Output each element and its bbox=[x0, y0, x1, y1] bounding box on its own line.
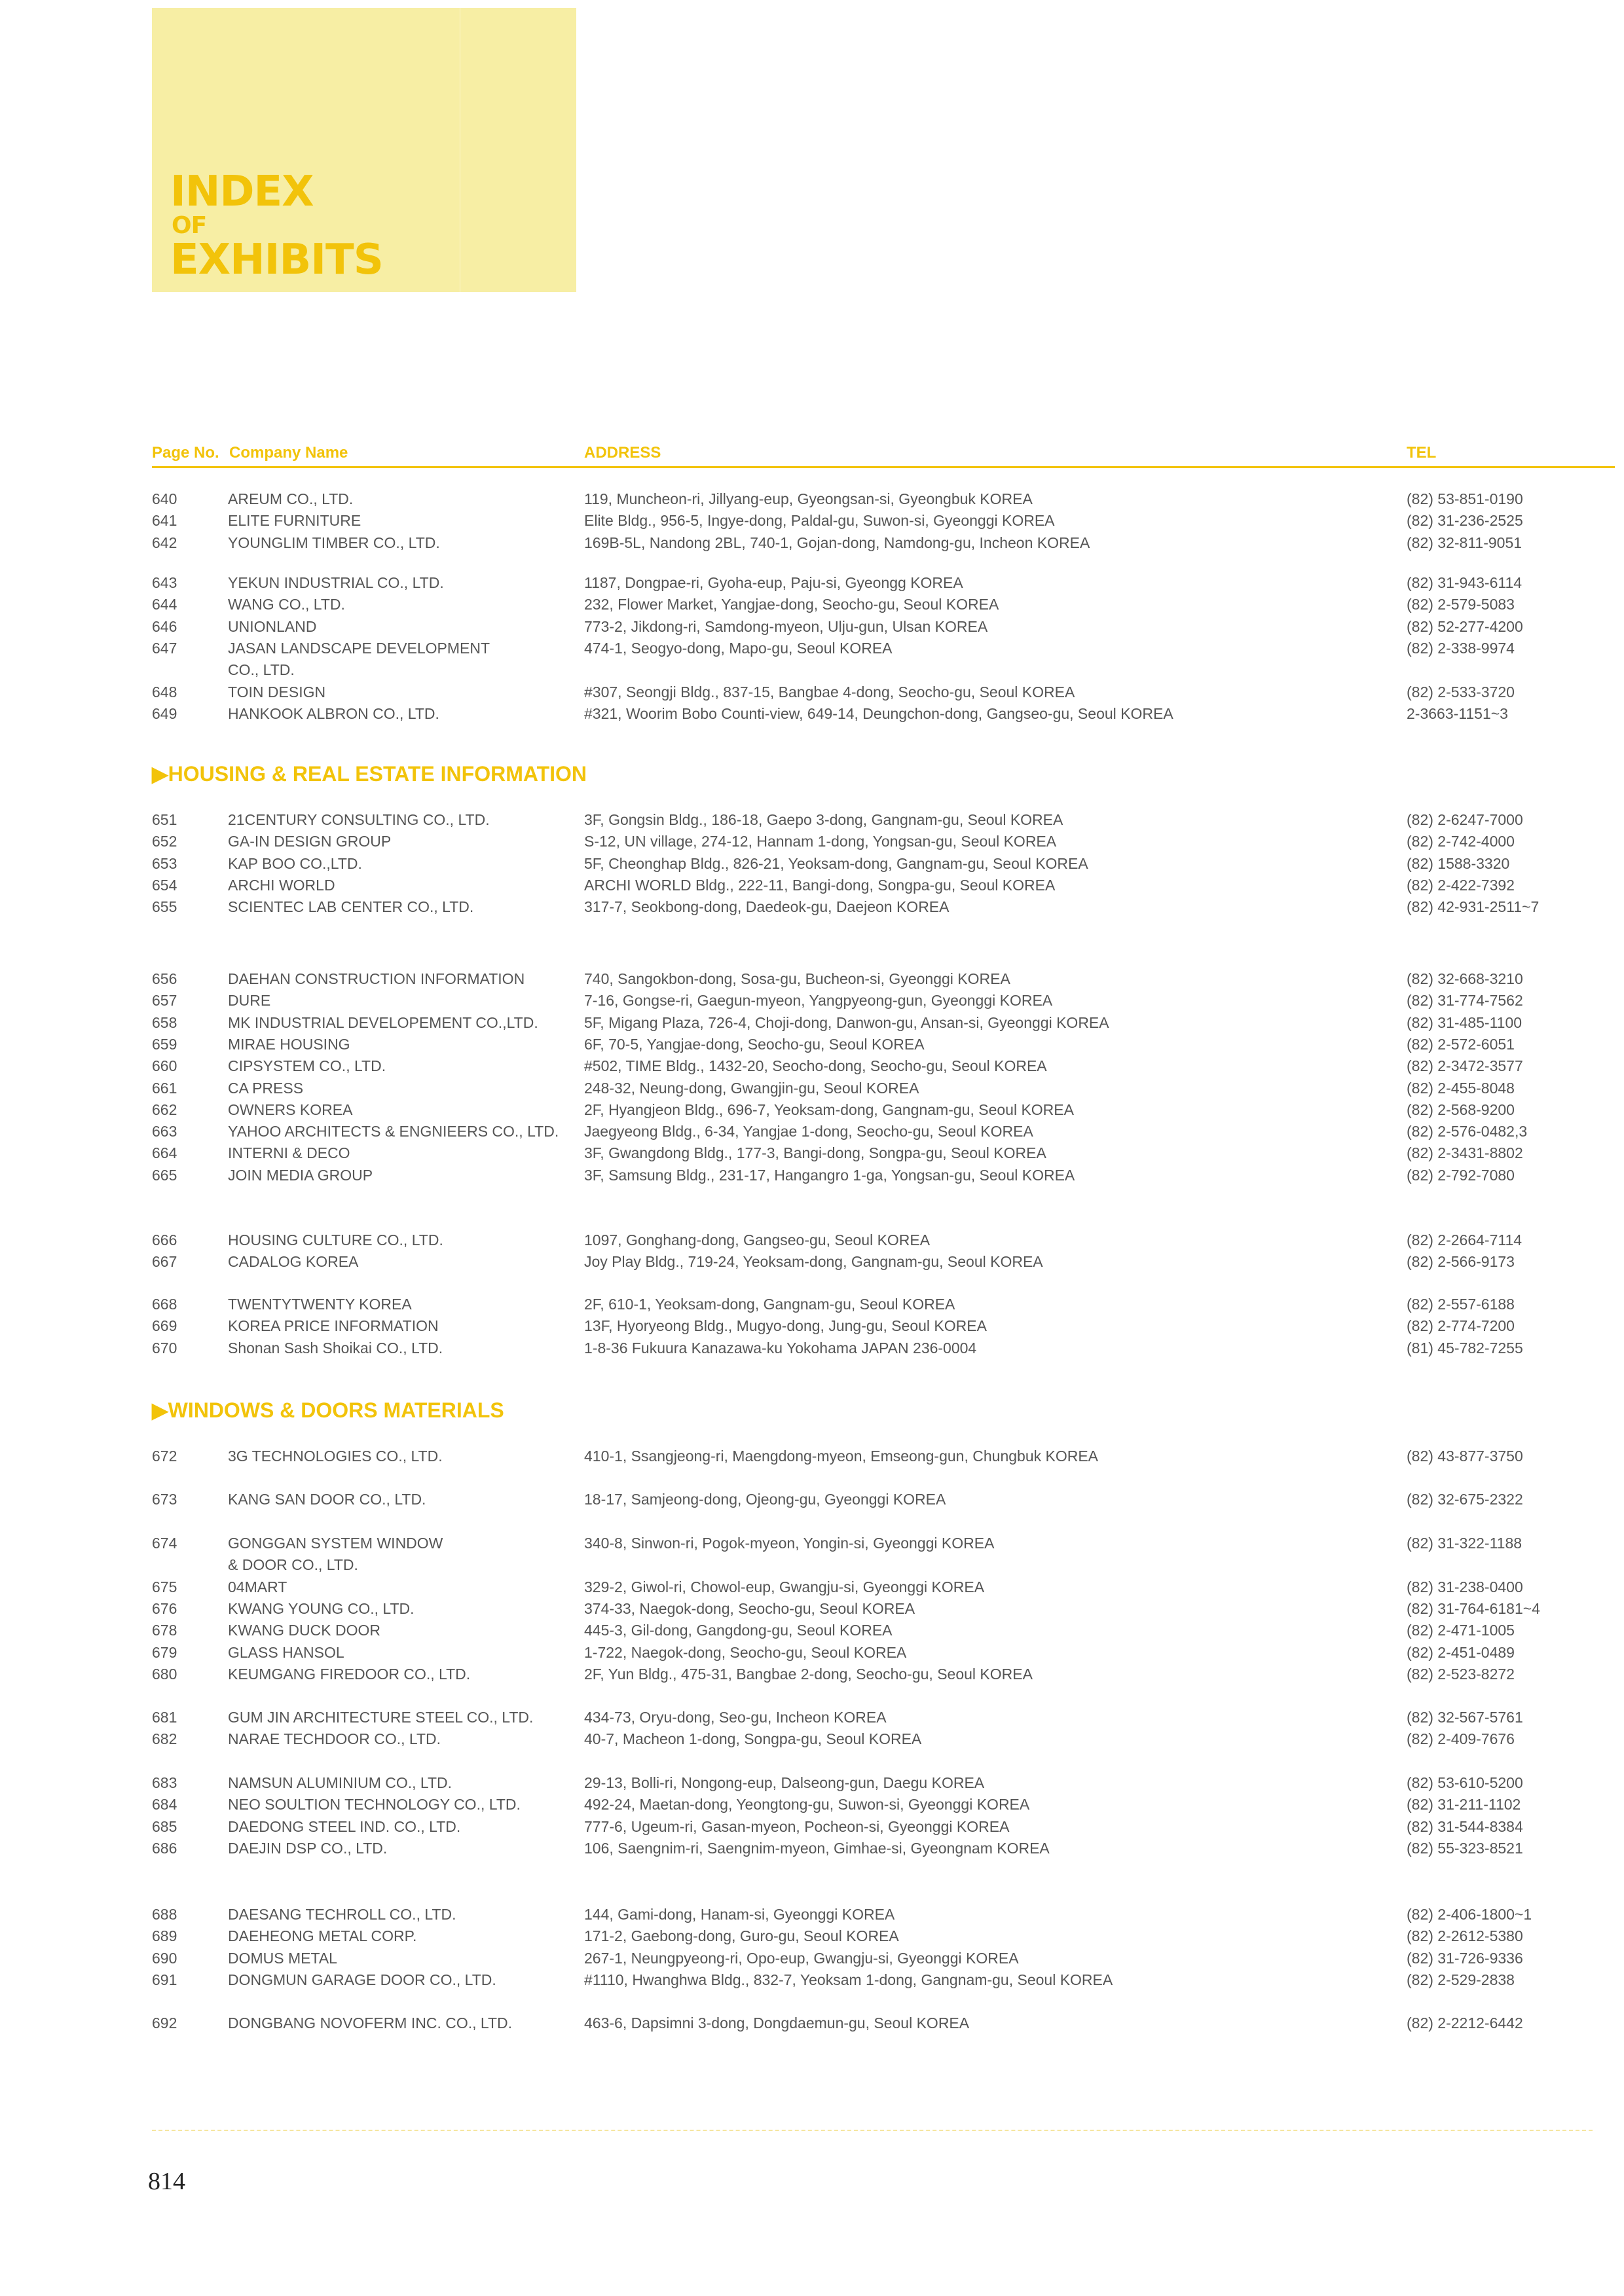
company-name-cell: GA-IN DESIGN GROUP bbox=[228, 833, 392, 850]
page-number-cell: 655 bbox=[152, 898, 177, 916]
page-number-cell: 688 bbox=[152, 1906, 177, 1923]
tel-cell: (82) 31-236-2525 bbox=[1407, 512, 1523, 530]
company-name-cell: DONGBANG NOVOFERM INC. CO., LTD. bbox=[228, 2014, 513, 2032]
tel-cell: (81) 45-782-7255 bbox=[1407, 1339, 1523, 1357]
company-name-cell: NARAE TECHDOOR CO., LTD. bbox=[228, 1730, 441, 1748]
address-cell: Elite Bldg., 956-5, Ingye-dong, Paldal-gu, Suwon-si, Gyeonggi KOREA bbox=[584, 512, 1055, 530]
address-cell: 340-8, Sinwon-ri, Pogok-myeon, Yongin-si, Gyeonggi KOREA bbox=[584, 1535, 995, 1552]
company-name-cell: ELITE FURNITURE bbox=[228, 512, 361, 530]
company-name-cell: GUM JIN ARCHITECTURE STEEL CO., LTD. bbox=[228, 1709, 534, 1726]
company-name-cell: Shonan Sash Shoikai CO., LTD. bbox=[228, 1339, 443, 1357]
header-page-no: Page No. bbox=[152, 444, 219, 462]
company-name-cell: CIPSYSTEM CO., LTD. bbox=[228, 1057, 386, 1075]
company-name-cell: DONGMUN GARAGE DOOR CO., LTD. bbox=[228, 1971, 496, 1988]
company-name-cell: HOUSING CULTURE CO., LTD. bbox=[228, 1231, 443, 1248]
address-cell: 374-33, Naegok-dong, Seocho-gu, Seoul KOREA bbox=[584, 1599, 915, 1617]
tel-cell: (82) 2-576-0482,3 bbox=[1407, 1123, 1528, 1140]
company-name-cell: DAESANG TECHROLL CO., LTD. bbox=[228, 1906, 456, 1923]
page-number-cell: 686 bbox=[152, 1839, 177, 1857]
page-number-cell: 662 bbox=[152, 1101, 177, 1118]
company-name-cell: WANG CO., LTD. bbox=[228, 596, 345, 613]
tel-cell: (82) 2-566-9173 bbox=[1407, 1253, 1515, 1271]
company-name-cell: TWENTYTWENTY KOREA bbox=[228, 1296, 412, 1313]
page-number-cell: 644 bbox=[152, 596, 177, 613]
bottom-rule bbox=[152, 2130, 1593, 2131]
page-number-cell: 663 bbox=[152, 1123, 177, 1140]
header-tel: TEL bbox=[1407, 444, 1437, 462]
title-line-of: OF bbox=[172, 212, 207, 239]
tel-cell: (82) 2-338-9974 bbox=[1407, 639, 1515, 657]
company-name-cell: MIRAE HOUSING bbox=[228, 1035, 350, 1053]
address-cell: 445-3, Gil-dong, Gangdong-gu, Seoul KOREA bbox=[584, 1622, 893, 1639]
company-name-cell: HANKOOK ALBRON CO., LTD. bbox=[228, 704, 439, 722]
address-cell: 317-7, Seokbong-dong, Daedeok-gu, Daejeon KOREA bbox=[584, 898, 950, 916]
page-number-cell: 690 bbox=[152, 1949, 177, 1967]
address-cell: 232, Flower Market, Yangjae-dong, Seocho-gu, Seoul KOREA bbox=[584, 596, 999, 613]
page-number-cell: 668 bbox=[152, 1296, 177, 1313]
company-name-cell: 21CENTURY CONSULTING CO., LTD. bbox=[228, 811, 490, 828]
tel-cell: (82) 32-668-3210 bbox=[1407, 970, 1523, 987]
index-title-block bbox=[152, 8, 576, 292]
page-number-cell: 647 bbox=[152, 639, 177, 657]
address-cell: 119, Muncheon-ri, Jillyang-eup, Gyeongsan-si, Gyeongbuk KOREA bbox=[584, 490, 1033, 507]
address-cell: 463-6, Dapsimni 3-dong, Dongdaemun-gu, Seoul KOREA bbox=[584, 2014, 970, 2032]
page-number-cell: 649 bbox=[152, 704, 177, 722]
address-cell: 3F, Gwangdong Bldg., 177-3, Bangi-dong, Songpa-gu, Seoul KOREA bbox=[584, 1144, 1046, 1162]
company-name-cell: DAEHAN CONSTRUCTION INFORMATION bbox=[228, 970, 525, 987]
address-cell: 5F, Cheonghap Bldg., 826-21, Yeoksam-dong, Gangnam-gu, Seoul KOREA bbox=[584, 854, 1088, 872]
tel-cell: (82) 2-533-3720 bbox=[1407, 683, 1515, 701]
address-cell: 434-73, Oryu-dong, Seo-gu, Incheon KOREA bbox=[584, 1709, 887, 1726]
tel-cell: (82) 2-557-6188 bbox=[1407, 1296, 1515, 1313]
tel-cell: (82) 2-2212-6442 bbox=[1407, 2014, 1523, 2032]
tel-cell: (82) 2-409-7676 bbox=[1407, 1730, 1515, 1748]
tel-cell: (82) 32-675-2322 bbox=[1407, 1491, 1523, 1508]
tel-cell: (82) 43-877-3750 bbox=[1407, 1448, 1523, 1465]
address-cell: 106, Saengnim-ri, Saengnim-myeon, Gimhae-si, Gyeongnam KOREA bbox=[584, 1839, 1050, 1857]
tel-cell: (82) 31-726-9336 bbox=[1407, 1949, 1523, 1967]
company-name-cell: KAP BOO CO.,LTD. bbox=[228, 854, 362, 872]
page-number-cell: 652 bbox=[152, 833, 177, 850]
company-name-cell: KOREA PRICE INFORMATION bbox=[228, 1317, 439, 1335]
tel-cell: (82) 2-455-8048 bbox=[1407, 1079, 1515, 1097]
page-number-cell: 684 bbox=[152, 1796, 177, 1813]
tel-cell: (82) 2-2612-5380 bbox=[1407, 1927, 1523, 1945]
page-number-cell: 660 bbox=[152, 1057, 177, 1075]
address-cell: 248-32, Neung-dong, Gwangjin-gu, Seoul KOREA bbox=[584, 1079, 919, 1097]
page-number: 814 bbox=[148, 2168, 185, 2195]
company-name-cell: KWANG DUCK DOOR bbox=[228, 1622, 380, 1639]
section-title: ▶WINDOWS & DOORS MATERIALS bbox=[152, 1398, 504, 1422]
address-cell: 144, Gami-dong, Hanam-si, Gyeonggi KOREA bbox=[584, 1906, 895, 1923]
address-cell: 5F, Migang Plaza, 726-4, Choji-dong, Danwon-gu, Ansan-si, Gyeonggi KOREA bbox=[584, 1013, 1109, 1031]
company-name-cell: DAEDONG STEEL IND. CO., LTD. bbox=[228, 1817, 461, 1835]
page-number-cell: 661 bbox=[152, 1079, 177, 1097]
company-name-cell: DAEHEONG METAL CORP. bbox=[228, 1927, 417, 1945]
page-number-cell: 648 bbox=[152, 683, 177, 701]
company-name-cell: AREUM CO., LTD. bbox=[228, 490, 354, 507]
company-name-cell-continued: CO., LTD. bbox=[228, 661, 295, 679]
address-cell: 329-2, Giwol-ri, Chowol-eup, Gwangju-si, Gyeonggi KOREA bbox=[584, 1578, 985, 1595]
tel-cell: (82) 53-610-5200 bbox=[1407, 1774, 1523, 1791]
header-address: ADDRESS bbox=[584, 444, 661, 462]
company-name-cell: JOIN MEDIA GROUP bbox=[228, 1166, 373, 1184]
company-name-cell: KANG SAN DOOR CO., LTD. bbox=[228, 1491, 426, 1508]
address-cell: 3F, Gongsin Bldg., 186-18, Gaepo 3-dong, Gangnam-gu, Seoul KOREA bbox=[584, 811, 1063, 828]
tel-cell: (82) 2-523-8272 bbox=[1407, 1665, 1515, 1683]
page-number-cell: 659 bbox=[152, 1035, 177, 1053]
address-cell: 474-1, Seogyo-dong, Mapo-gu, Seoul KOREA bbox=[584, 639, 893, 657]
address-cell: 492-24, Maetan-dong, Yeongtong-gu, Suwon-si, Gyeonggi KOREA bbox=[584, 1796, 1030, 1813]
company-name-cell: CA PRESS bbox=[228, 1079, 304, 1097]
company-name-cell: GLASS HANSOL bbox=[228, 1643, 344, 1661]
address-cell: 777-6, Ugeum-ri, Gasan-myeon, Pocheon-si, Gyeonggi KOREA bbox=[584, 1817, 1010, 1835]
tel-cell: (82) 2-792-7080 bbox=[1407, 1166, 1515, 1184]
page-number-cell: 680 bbox=[152, 1665, 177, 1683]
page-number-cell: 656 bbox=[152, 970, 177, 987]
address-cell: 6F, 70-5, Yangjae-dong, Seocho-gu, Seoul KOREA bbox=[584, 1035, 925, 1053]
address-cell: Jaegyeong Bldg., 6-34, Yangjae 1-dong, Seocho-gu, Seoul KOREA bbox=[584, 1123, 1033, 1140]
address-cell: 3F, Samsung Bldg., 231-17, Hangangro 1-ga, Yongsan-gu, Seoul KOREA bbox=[584, 1166, 1075, 1184]
page-number-cell: 681 bbox=[152, 1709, 177, 1726]
address-cell: 171-2, Gaebong-dong, Guro-gu, Seoul KOREA bbox=[584, 1927, 899, 1945]
company-name-cell: ARCHI WORLD bbox=[228, 876, 335, 894]
page-number-cell: 678 bbox=[152, 1622, 177, 1639]
tel-cell: (82) 52-277-4200 bbox=[1407, 617, 1523, 635]
header-company-name: Company Name bbox=[229, 444, 348, 462]
address-cell: S-12, UN village, 274-12, Hannam 1-dong, Yongsan-gu, Seoul KOREA bbox=[584, 833, 1057, 850]
page-number-cell: 665 bbox=[152, 1166, 177, 1184]
tel-cell: (82) 2-3472-3577 bbox=[1407, 1057, 1523, 1075]
tel-cell: (82) 2-422-7392 bbox=[1407, 876, 1515, 894]
page-number-cell: 669 bbox=[152, 1317, 177, 1335]
address-cell: 2F, Hyangjeon Bldg., 696-7, Yeoksam-dong, Gangnam-gu, Seoul KOREA bbox=[584, 1101, 1074, 1118]
tel-cell: (82) 42-931-2511~7 bbox=[1407, 898, 1540, 916]
company-name-cell: DURE bbox=[228, 992, 271, 1010]
tel-cell: (82) 1588-3320 bbox=[1407, 854, 1510, 872]
address-cell: 169B-5L, Nandong 2BL, 740-1, Gojan-dong, Namdong-gu, Incheon KOREA bbox=[584, 534, 1090, 551]
page-number-cell: 682 bbox=[152, 1730, 177, 1748]
company-name-cell: NAMSUN ALUMINIUM CO., LTD. bbox=[228, 1774, 452, 1791]
tel-cell: (82) 31-764-6181~4 bbox=[1407, 1599, 1540, 1617]
tel-cell: (82) 2-2664-7114 bbox=[1407, 1231, 1522, 1248]
tel-cell: (82) 2-6247-7000 bbox=[1407, 811, 1523, 828]
company-name-cell: DAEJIN DSP CO., LTD. bbox=[228, 1839, 388, 1857]
index-title bbox=[170, 170, 383, 282]
address-cell: Joy Play Bldg., 719-24, Yeoksam-dong, Gangnam-gu, Seoul KOREA bbox=[584, 1253, 1043, 1271]
company-name-cell: CADALOG KOREA bbox=[228, 1253, 359, 1271]
page-number-cell: 692 bbox=[152, 2014, 177, 2032]
tel-cell: (82) 32-567-5761 bbox=[1407, 1709, 1523, 1726]
company-name-cell: TOIN DESIGN bbox=[228, 683, 326, 701]
company-name-cell: SCIENTEC LAB CENTER CO., LTD. bbox=[228, 898, 474, 916]
address-cell: #1110, Hwanghwa Bldg., 832-7, Yeoksam 1-dong, Gangnam-gu, Seoul KOREA bbox=[584, 1971, 1113, 1988]
company-name-cell: GONGGAN SYSTEM WINDOW bbox=[228, 1535, 443, 1552]
page-number-cell: 654 bbox=[152, 876, 177, 894]
tel-cell: (82) 2-579-5083 bbox=[1407, 596, 1515, 613]
page-number-cell: 653 bbox=[152, 854, 177, 872]
tel-cell: (82) 31-238-0400 bbox=[1407, 1578, 1523, 1595]
page-number-cell: 658 bbox=[152, 1013, 177, 1031]
address-cell: 2F, Yun Bldg., 475-31, Bangbae 2-dong, Seocho-gu, Seoul KOREA bbox=[584, 1665, 1033, 1683]
company-name-cell: 04MART bbox=[228, 1578, 287, 1595]
address-cell: #321, Woorim Bobo Counti-view, 649-14, Deungchon-dong, Gangseo-gu, Seoul KOREA bbox=[584, 704, 1173, 722]
company-name-cell: MK INDUSTRIAL DEVELOPEMENT CO.,LTD. bbox=[228, 1013, 538, 1031]
page-number-cell: 646 bbox=[152, 617, 177, 635]
address-cell: 40-7, Macheon 1-dong, Songpa-gu, Seoul KOREA bbox=[584, 1730, 922, 1748]
tel-cell: (82) 31-943-6114 bbox=[1407, 574, 1522, 591]
page-number-cell: 643 bbox=[152, 574, 177, 591]
address-cell: ARCHI WORLD Bldg., 222-11, Bangi-dong, Songpa-gu, Seoul KOREA bbox=[584, 876, 1056, 894]
tel-cell: (82) 32-811-9051 bbox=[1407, 534, 1522, 551]
company-name-cell: OWNERS KOREA bbox=[228, 1101, 353, 1118]
company-name-cell: 3G TECHNOLOGIES CO., LTD. bbox=[228, 1448, 443, 1465]
company-name-cell: NEO SOULTION TECHNOLOGY CO., LTD. bbox=[228, 1796, 521, 1813]
address-cell: 1-722, Naegok-dong, Seocho-gu, Seoul KOREA bbox=[584, 1643, 907, 1661]
tel-cell: (82) 2-568-9200 bbox=[1407, 1101, 1515, 1118]
page-number-cell: 651 bbox=[152, 811, 177, 828]
page-number-cell: 691 bbox=[152, 1971, 177, 1988]
company-name-cell: INTERNI & DECO bbox=[228, 1144, 350, 1162]
page-number-cell: 676 bbox=[152, 1599, 177, 1617]
tel-cell: (82) 31-544-8384 bbox=[1407, 1817, 1523, 1835]
section-title: ▶HOUSING & REAL ESTATE INFORMATION bbox=[152, 762, 587, 786]
address-cell: 1187, Dongpae-ri, Gyoha-eup, Paju-si, Gyeongg KOREA bbox=[584, 574, 963, 591]
company-name-cell: KWANG YOUNG CO., LTD. bbox=[228, 1599, 415, 1617]
address-cell: 2F, 610-1, Yeoksam-dong, Gangnam-gu, Seoul KOREA bbox=[584, 1296, 955, 1313]
address-cell: #307, Seongji Bldg., 837-15, Bangbae 4-dong, Seocho-gu, Seoul KOREA bbox=[584, 683, 1075, 701]
tel-cell: 2-3663-1151~3 bbox=[1407, 704, 1508, 722]
company-name-cell-continued: & DOOR CO., LTD. bbox=[228, 1556, 358, 1574]
tel-cell: (82) 31-211-1102 bbox=[1407, 1796, 1521, 1813]
header-rule bbox=[152, 466, 1615, 468]
title-line-index: INDEX bbox=[170, 168, 314, 216]
page-number-cell: 641 bbox=[152, 512, 177, 530]
page-number-cell: 689 bbox=[152, 1927, 177, 1945]
title-line-exhibits: EXHIBITS bbox=[170, 236, 383, 284]
tel-cell: (82) 2-742-4000 bbox=[1407, 833, 1515, 850]
page-number-cell: 640 bbox=[152, 490, 177, 507]
page-number-cell: 670 bbox=[152, 1339, 177, 1357]
tel-cell: (82) 55-323-8521 bbox=[1407, 1839, 1523, 1857]
address-cell: 29-13, Bolli-ri, Nongong-eup, Dalseong-gun, Daegu KOREA bbox=[584, 1774, 985, 1791]
tel-cell: (82) 2-451-0489 bbox=[1407, 1643, 1515, 1661]
page-number-cell: 679 bbox=[152, 1643, 177, 1661]
tel-cell: (82) 2-572-6051 bbox=[1407, 1035, 1515, 1053]
tel-cell: (82) 2-3431-8802 bbox=[1407, 1144, 1523, 1162]
page-number-cell: 685 bbox=[152, 1817, 177, 1835]
page-number-cell: 673 bbox=[152, 1491, 177, 1508]
tel-cell: (82) 31-774-7562 bbox=[1407, 992, 1523, 1010]
tel-cell: (82) 2-774-7200 bbox=[1407, 1317, 1515, 1335]
address-cell: 410-1, Ssangjeong-ri, Maengdong-myeon, Emseong-gun, Chungbuk KOREA bbox=[584, 1448, 1099, 1465]
page-number-cell: 683 bbox=[152, 1774, 177, 1791]
address-cell: 1097, Gonghang-dong, Gangseo-gu, Seoul KOREA bbox=[584, 1231, 931, 1248]
company-name-cell: JASAN LANDSCAPE DEVELOPMENT bbox=[228, 639, 490, 657]
address-cell: 740, Sangokbon-dong, Sosa-gu, Bucheon-si, Gyeonggi KOREA bbox=[584, 970, 1010, 987]
page-number-cell: 675 bbox=[152, 1578, 177, 1595]
address-cell: 18-17, Samjeong-dong, Ojeong-gu, Gyeonggi KOREA bbox=[584, 1491, 946, 1508]
tel-cell: (82) 2-529-2838 bbox=[1407, 1971, 1515, 1988]
address-cell: 7-16, Gongse-ri, Gaegun-myeon, Yangpyeong-gun, Gyeonggi KOREA bbox=[584, 992, 1053, 1010]
company-name-cell: UNIONLAND bbox=[228, 617, 317, 635]
address-cell: 13F, Hyoryeong Bldg., Mugyo-dong, Jung-gu, Seoul KOREA bbox=[584, 1317, 987, 1335]
page-number-cell: 666 bbox=[152, 1231, 177, 1248]
page-number-cell: 674 bbox=[152, 1535, 177, 1552]
page-number-cell: 672 bbox=[152, 1448, 177, 1465]
tel-cell: (82) 31-322-1188 bbox=[1407, 1535, 1522, 1552]
tel-cell: (82) 2-406-1800~1 bbox=[1407, 1906, 1532, 1923]
page-number-cell: 642 bbox=[152, 534, 177, 551]
address-cell: 267-1, Neungpyeong-ri, Opo-eup, Gwangju-si, Gyeonggi KOREA bbox=[584, 1949, 1019, 1967]
page-number-cell: 657 bbox=[152, 992, 177, 1010]
page-number-cell: 664 bbox=[152, 1144, 177, 1162]
company-name-cell: DOMUS METAL bbox=[228, 1949, 337, 1967]
tel-cell: (82) 53-851-0190 bbox=[1407, 490, 1523, 507]
address-cell: 1-8-36 Fukuura Kanazawa-ku Yokohama JAPAN 236-0004 bbox=[584, 1339, 977, 1357]
address-cell: #502, TIME Bldg., 1432-20, Seocho-dong, Seocho-gu, Seoul KOREA bbox=[584, 1057, 1047, 1075]
tel-cell: (82) 31-485-1100 bbox=[1407, 1013, 1522, 1031]
tel-cell: (82) 2-471-1005 bbox=[1407, 1622, 1515, 1639]
company-name-cell: YOUNGLIM TIMBER CO., LTD. bbox=[228, 534, 440, 551]
company-name-cell: YAHOO ARCHITECTS & ENGNIEERS CO., LTD. bbox=[228, 1123, 559, 1140]
company-name-cell: YEKUN INDUSTRIAL CO., LTD. bbox=[228, 574, 444, 591]
address-cell: 773-2, Jikdong-ri, Samdong-myeon, Ulju-gun, Ulsan KOREA bbox=[584, 617, 988, 635]
company-name-cell: KEUMGANG FIREDOOR CO., LTD. bbox=[228, 1665, 471, 1683]
page-number-cell: 667 bbox=[152, 1253, 177, 1271]
